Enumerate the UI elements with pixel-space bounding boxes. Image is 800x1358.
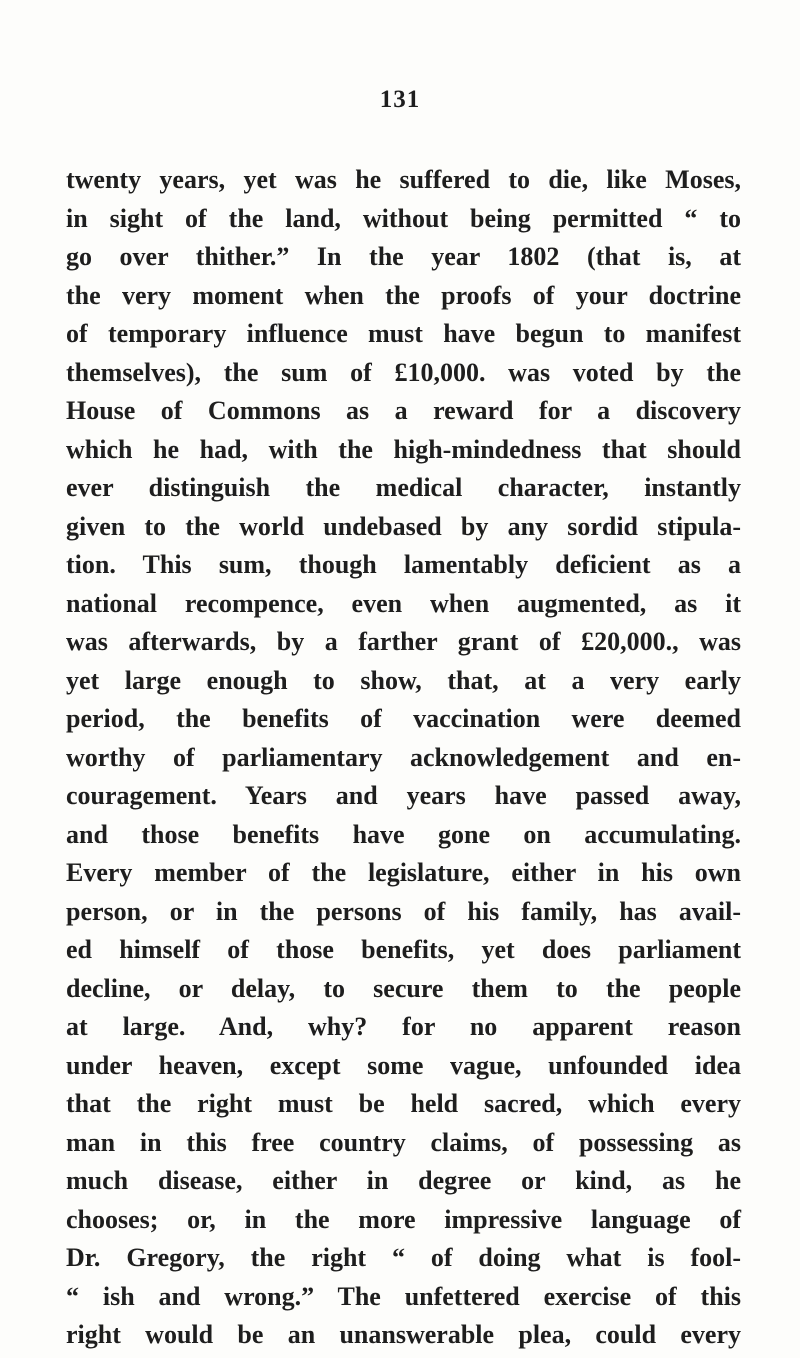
body-text — [66, 161, 741, 1355]
text-line: yet large enough to show, that, at a very early — [66, 665, 741, 695]
text-line: much disease, either in degree or kind, as he — [66, 1166, 741, 1195]
text-line: Every member of the legislature, either in his own — [66, 858, 741, 887]
text-line: right would be an unanswerable plea, could every — [66, 1320, 741, 1349]
text-line: tion. This sum, though lamentably deficient as a — [66, 550, 741, 579]
text-line: worthy of parliamentary acknowledgement and en- — [66, 742, 741, 772]
text-line: at large. And, why? for no apparent reason — [66, 1012, 741, 1041]
text-line: themselves), the sum of £10,000. was voted by the — [66, 357, 741, 387]
text-line: national recompence, even when augmented, as it — [66, 588, 741, 618]
text-line: decline, or delay, to secure them to the people — [66, 973, 741, 1003]
text-line: go over thither.” In the year 1802 (that is, at — [66, 242, 741, 271]
text-line: and those benefits have gone on accumulating. — [66, 819, 741, 849]
text-line: given to the world undebased by any sordid stipula- — [66, 511, 741, 541]
text-line: the very moment when the proofs of your doctrine — [66, 280, 741, 310]
text-line: period, the benefits of vaccination were deemed — [66, 704, 741, 733]
text-line: was afterwards, by a farther grant of £20,000., was — [66, 627, 741, 656]
text-line: “ ish and wrong.” The unfettered exercise of this — [66, 1281, 741, 1311]
text-line: ed himself of those benefits, yet does parliament — [66, 935, 741, 964]
text-line: man in this free country claims, of possessing as — [66, 1127, 741, 1157]
text-line: under heaven, except some vague, unfounded idea — [66, 1050, 741, 1080]
text-line: House of Commons as a reward for a discovery — [66, 396, 741, 425]
page-number: 131 — [379, 86, 421, 113]
text-line: twenty years, yet was he suffered to die, like Moses, — [66, 165, 741, 194]
text-line: which he had, with the high-mindedness that should — [66, 434, 741, 464]
text-line: ever distinguish the medical character, instantly — [66, 473, 741, 502]
text-line: that the right must be held sacred, which every — [66, 1089, 741, 1118]
text-line: person, or in the persons of his family, has avail- — [66, 896, 741, 926]
text-line: of temporary influence must have begun to manifest — [66, 319, 741, 348]
text-line: in sight of the land, without being permitted “ to — [66, 203, 741, 233]
text-line: couragement. Years and years have passed away, — [66, 781, 741, 810]
text-line: chooses; or, in the more impressive language of — [66, 1204, 741, 1234]
text-line: Dr. Gregory, the right “ of doing what is fool- — [66, 1243, 741, 1272]
